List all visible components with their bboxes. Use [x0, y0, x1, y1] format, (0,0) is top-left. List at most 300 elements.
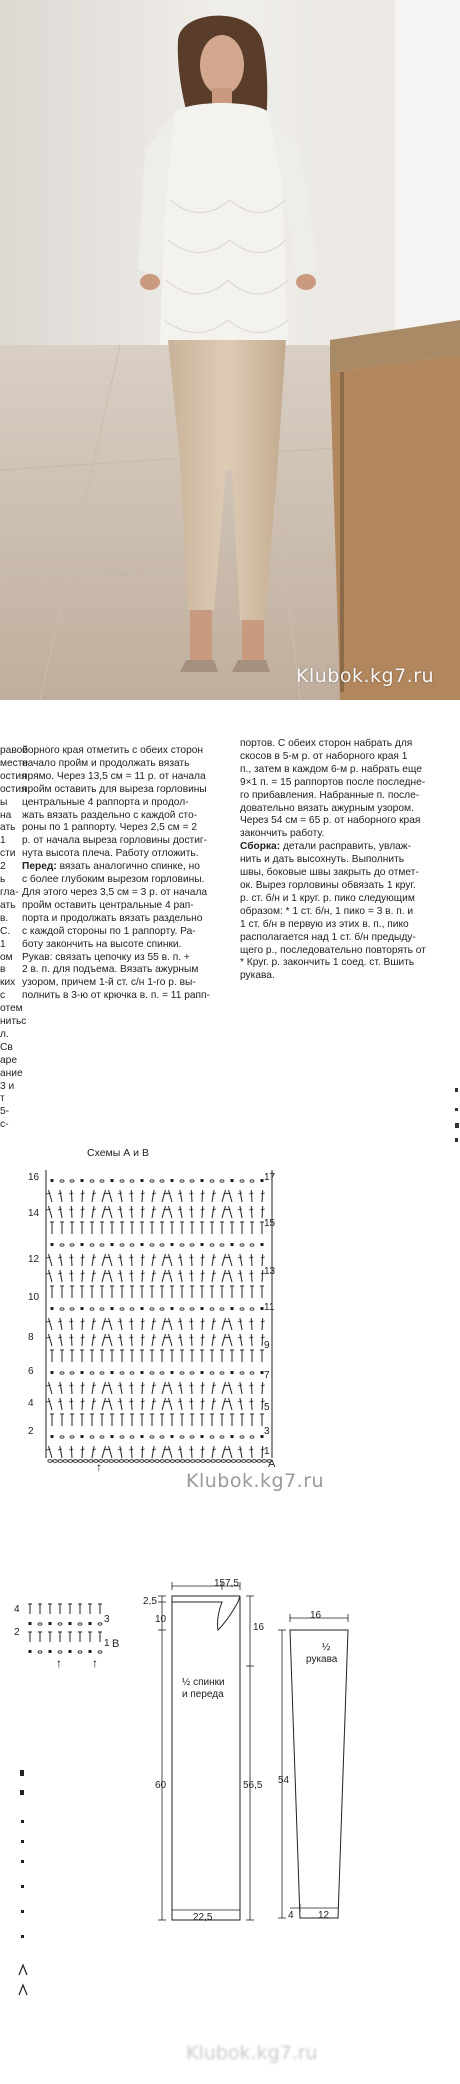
stitch-mark	[189, 1257, 193, 1258]
stitch-mark	[71, 1382, 72, 1394]
stitch-mark	[191, 1382, 192, 1394]
text-line: т	[0, 1093, 5, 1105]
row-number: 13	[264, 1266, 276, 1277]
stitch-mark	[120, 1446, 122, 1458]
stitch-mark	[109, 1460, 113, 1463]
text-line: нитьс	[0, 1016, 27, 1028]
text-line: прямо. Через 13,5 см = 11 р. от начала	[22, 770, 206, 782]
stitch-mark	[141, 1179, 144, 1182]
stitch-mark	[169, 1334, 173, 1346]
stitch-mark	[120, 1436, 124, 1438]
row-number: 1	[264, 1446, 270, 1457]
stitch-mark	[69, 1401, 73, 1402]
stitch-mark	[212, 1206, 214, 1218]
row-number: 7	[264, 1370, 270, 1381]
stitch-mark	[140, 1460, 144, 1463]
stitch-mark	[240, 1334, 242, 1346]
stitch-mark	[152, 1254, 154, 1266]
stitch-mark	[262, 1446, 263, 1458]
stitch-mark	[142, 1254, 143, 1266]
text-line: пройм оставить для выреза горловины	[22, 783, 207, 795]
stitch-mark	[171, 1435, 174, 1438]
stitch-mark	[212, 1209, 216, 1210]
row-number: 2	[14, 1627, 20, 1638]
edge-fragment	[455, 1080, 460, 1190]
stitch-mark	[190, 1244, 194, 1246]
stitch-mark	[251, 1206, 252, 1218]
stitch-mark	[81, 1273, 85, 1274]
stitch-mark	[220, 1372, 224, 1374]
stitch-mark	[70, 1180, 74, 1182]
stitch-mark	[191, 1206, 192, 1218]
stitch-mark	[150, 1180, 154, 1182]
stitch-mark	[202, 1446, 203, 1458]
dim-label: 16	[253, 1622, 265, 1633]
stitch-mark	[189, 1193, 193, 1194]
row-number: 17	[264, 1172, 276, 1183]
stitch-mark	[81, 1193, 85, 1194]
stitch-mark	[102, 1254, 106, 1266]
stitch-mark	[130, 1308, 134, 1310]
text-line: сти 2	[0, 848, 16, 873]
stitch-mark	[131, 1190, 132, 1202]
stitch-mark	[53, 1460, 57, 1463]
stitch-mark	[141, 1371, 144, 1374]
stitch-mark	[129, 1273, 133, 1274]
stitch-mark	[222, 1398, 226, 1410]
stitch-mark	[169, 1206, 173, 1218]
stitch-mark	[212, 1257, 216, 1258]
stitch-mark	[49, 1254, 53, 1266]
stitch-mark	[178, 1321, 182, 1322]
stitch-mark	[240, 1206, 242, 1218]
stitch-mark	[210, 1244, 214, 1246]
stitch-mark	[231, 1307, 234, 1310]
stitch-mark	[130, 1180, 134, 1182]
stitch-mark	[249, 1209, 253, 1210]
stitch-mark	[58, 1273, 62, 1274]
stitch-mark	[155, 1460, 159, 1463]
stitch-mark	[58, 1460, 62, 1463]
stitch-mark	[242, 1460, 246, 1463]
stitch-mark	[160, 1308, 164, 1310]
stitch-mark	[118, 1321, 122, 1322]
stitch-mark	[78, 1460, 82, 1463]
stitch-mark	[82, 1254, 83, 1266]
stitch-mark	[130, 1372, 134, 1374]
stitch-mark	[201, 1209, 205, 1210]
stitch-mark	[262, 1190, 263, 1202]
row-number: 12	[28, 1254, 40, 1265]
row-number: 9	[264, 1340, 270, 1351]
stitch-mark	[180, 1436, 184, 1438]
stitch-mark	[222, 1190, 226, 1202]
crochet-chart-symbols	[38, 1168, 298, 1468]
dim-label: 2,5	[143, 1596, 157, 1607]
text-line: закончить работу.	[240, 828, 325, 840]
stitch-mark	[120, 1308, 124, 1310]
stitch-mark	[231, 1460, 235, 1463]
stitch-mark	[131, 1254, 132, 1266]
stitch-mark	[189, 1337, 193, 1338]
stitch-mark	[201, 1449, 205, 1450]
stitch-mark	[257, 1460, 261, 1463]
stitch-mark	[238, 1321, 242, 1322]
stitch-mark	[251, 1190, 252, 1202]
stitch-mark	[216, 1460, 220, 1463]
stitch-mark	[220, 1180, 224, 1182]
text-line: скосов в 5-м р. от наборного края 1	[240, 750, 408, 762]
stitch-mark	[131, 1398, 132, 1410]
stitch-mark	[202, 1206, 203, 1218]
stitch-mark	[81, 1449, 85, 1450]
stitch-mark	[60, 1436, 64, 1438]
text-line: роны по 1 раппорту. Через 2,5 см = 2	[22, 822, 198, 834]
stitch-mark	[201, 1307, 204, 1310]
text-line: жать вязать раздельно с каждой сто-	[22, 809, 198, 821]
stitch-mark	[118, 1193, 122, 1194]
row-number: 8	[28, 1332, 34, 1343]
row-number: 11	[264, 1302, 275, 1313]
stitch-mark	[262, 1254, 263, 1266]
text-line: детали расправить, увлаж-	[280, 841, 412, 853]
stitch-mark	[201, 1460, 205, 1463]
stitch-mark	[152, 1385, 156, 1386]
stitch-mark	[120, 1180, 124, 1182]
stitch-mark	[175, 1460, 179, 1463]
stitch-mark	[191, 1460, 195, 1463]
stitch-mark	[212, 1318, 214, 1330]
stitch-mark	[206, 1460, 210, 1463]
body-label: и переда	[182, 1689, 224, 1700]
stitch-mark	[71, 1334, 72, 1346]
stitch-mark	[222, 1254, 226, 1266]
stitch-mark	[142, 1334, 143, 1346]
stitch-mark	[150, 1244, 154, 1246]
stitch-mark	[81, 1435, 84, 1438]
stitch-mark	[240, 1372, 244, 1374]
watermark-photo: Klubok.kg7.ru	[296, 665, 435, 687]
stitch-mark	[60, 1318, 62, 1330]
stitch-mark	[69, 1650, 72, 1653]
stitch-mark	[191, 1398, 192, 1410]
stitch-mark	[90, 1436, 94, 1438]
stitch-mark	[212, 1337, 216, 1338]
stitch-mark	[92, 1385, 96, 1386]
stitch-mark	[171, 1243, 174, 1246]
stitch-mark	[160, 1436, 164, 1438]
stitch-mark	[119, 1460, 123, 1463]
stitch-mark	[152, 1321, 156, 1322]
text-line: ы на	[0, 796, 12, 821]
stitch-mark	[180, 1190, 182, 1202]
stitch-mark	[120, 1206, 122, 1218]
text-line: месте	[0, 757, 28, 769]
stitch-mark	[118, 1449, 122, 1450]
stitch-mark	[202, 1398, 203, 1410]
stitch-mark	[240, 1190, 242, 1202]
stitch-mark	[38, 1651, 42, 1653]
dim-label: 12	[318, 1910, 330, 1921]
stitch-mark	[238, 1273, 242, 1274]
stitch-mark	[162, 1446, 166, 1458]
stitch-mark	[249, 1193, 253, 1194]
stitch-mark	[141, 1243, 144, 1246]
article-column-cut	[0, 745, 28, 1132]
stitch-mark	[251, 1398, 252, 1410]
stitch-mark	[171, 1307, 174, 1310]
stitch-mark	[60, 1190, 62, 1202]
stitch-mark	[142, 1382, 143, 1394]
stitch-mark	[102, 1318, 106, 1330]
arrow-up-icon: ↑	[96, 1460, 102, 1474]
stitch-mark	[210, 1436, 214, 1438]
stitch-mark	[221, 1460, 225, 1463]
text-line: рукава.	[240, 970, 275, 982]
text-line: равой	[0, 745, 28, 756]
stitch-mark	[249, 1401, 253, 1402]
text-line: центральные 4 раппорта и продол-	[22, 796, 189, 808]
chart-row-numbers-left	[28, 1168, 42, 1468]
stitch-mark	[262, 1398, 263, 1410]
stitch-mark	[201, 1401, 205, 1402]
stitch-mark	[92, 1318, 94, 1330]
stitch-mark	[129, 1385, 133, 1386]
stitch-mark	[201, 1193, 205, 1194]
stitch-mark	[70, 1244, 74, 1246]
stitch-mark	[58, 1623, 62, 1625]
stitch-mark	[152, 1446, 154, 1458]
stitch-mark	[169, 1270, 173, 1282]
stitch-mark	[178, 1273, 182, 1274]
stitch-mark	[262, 1206, 263, 1218]
stitch-mark	[51, 1243, 54, 1246]
row-number: 5	[264, 1402, 270, 1413]
model-photo	[0, 0, 460, 700]
stitch-mark	[82, 1206, 83, 1218]
stitch-mark	[249, 1385, 253, 1386]
small-chart-symbols	[14, 1598, 124, 1668]
stitch-mark	[162, 1190, 166, 1202]
stitch-mark	[229, 1206, 233, 1218]
stitch-mark	[180, 1244, 184, 1246]
stitch-mark	[142, 1190, 143, 1202]
text-line: с-	[0, 1119, 9, 1131]
text-line: ание	[0, 1067, 23, 1079]
stitch-mark	[180, 1318, 182, 1330]
stitch-mark	[60, 1180, 64, 1182]
stitch-mark	[131, 1334, 132, 1346]
stitch-mark	[68, 1460, 72, 1463]
stitch-mark	[109, 1382, 113, 1394]
stitch-mark	[162, 1254, 166, 1266]
stitch-mark	[60, 1398, 62, 1410]
stitch-mark	[202, 1190, 203, 1202]
stitch-mark	[210, 1180, 214, 1182]
stitch-mark	[60, 1254, 62, 1266]
stitch-mark	[212, 1321, 216, 1322]
body-label: ½ спинки	[182, 1677, 225, 1688]
watermark-chart: Klubok.kg7.ru	[186, 1470, 325, 1492]
stitch-mark	[250, 1372, 254, 1374]
stitch-mark	[60, 1244, 64, 1246]
stitch-mark	[120, 1270, 122, 1282]
stitch-mark	[111, 1243, 114, 1246]
stitch-mark	[178, 1401, 182, 1402]
stitch-mark	[191, 1318, 192, 1330]
stitch-mark	[222, 1382, 226, 1394]
stitch-mark	[152, 1190, 154, 1202]
stitch-mark	[131, 1318, 132, 1330]
stitch-mark	[162, 1334, 166, 1346]
stitch-mark	[70, 1372, 74, 1374]
stitch-mark	[58, 1337, 62, 1338]
stitch-mark	[129, 1321, 133, 1322]
stitch-mark	[142, 1270, 143, 1282]
stitch-mark	[249, 1257, 253, 1258]
stitch-mark	[249, 1337, 253, 1338]
stitch-mark	[202, 1334, 203, 1346]
stitch-mark	[189, 1401, 193, 1402]
stitch-mark	[201, 1257, 205, 1258]
stitch-mark	[29, 1622, 32, 1625]
stitch-mark	[162, 1318, 166, 1330]
stitch-mark	[202, 1318, 203, 1330]
body-outline	[150, 1578, 290, 1928]
stitch-mark	[251, 1446, 252, 1458]
stitch-mark	[251, 1318, 252, 1330]
stitch-mark	[92, 1190, 94, 1202]
stitch-mark	[178, 1193, 182, 1194]
stitch-mark	[152, 1401, 156, 1402]
stitch-mark	[262, 1270, 263, 1282]
stitch-mark	[191, 1334, 192, 1346]
stitch-mark	[82, 1398, 83, 1410]
text-line: аре	[0, 1054, 17, 1066]
stitch-mark	[180, 1308, 184, 1310]
watermark-bottom: Klubok.kg7.ru	[186, 2042, 318, 2064]
stitch-mark	[60, 1382, 62, 1394]
stitch-mark	[78, 1623, 82, 1625]
stitch-mark	[150, 1372, 154, 1374]
stitch-mark	[201, 1273, 205, 1274]
stitch-mark	[71, 1318, 72, 1330]
stitch-mark	[58, 1321, 62, 1322]
text-line: 1 ст. б/н в первую из этих в. п., пико	[240, 918, 409, 930]
stitch-mark	[89, 1650, 92, 1653]
stitch-mark	[58, 1193, 62, 1194]
stitch-mark	[212, 1385, 216, 1386]
chart-label-a: A	[268, 1458, 276, 1470]
text-line: остия	[0, 783, 27, 795]
stitch-mark	[202, 1270, 203, 1282]
stitch-mark	[118, 1273, 122, 1274]
dim-label: 22,5	[193, 1912, 213, 1923]
text-line: вязать аналогично спинке, но	[56, 861, 200, 873]
stitch-mark	[142, 1398, 143, 1410]
stitch-mark	[60, 1308, 64, 1310]
stitch-mark	[262, 1334, 263, 1346]
stitch-mark	[169, 1190, 173, 1202]
stitch-mark	[102, 1382, 106, 1394]
stitch-mark	[38, 1623, 42, 1625]
stitch-mark	[51, 1435, 54, 1438]
stitch-mark	[51, 1179, 54, 1182]
row-number: 3	[104, 1614, 110, 1625]
stitch-mark	[152, 1209, 156, 1210]
sleeve-label: рукава	[306, 1654, 338, 1665]
stitch-mark	[210, 1308, 214, 1310]
stitch-mark	[135, 1460, 139, 1463]
stitch-mark	[240, 1382, 242, 1394]
stitch-mark	[109, 1190, 113, 1202]
stitch-mark	[142, 1206, 143, 1218]
stitch-mark	[29, 1650, 32, 1653]
text-line: р. ст. б/н и 1 круг. р. пико следующим	[240, 892, 415, 904]
stitch-mark	[49, 1622, 52, 1625]
arrow-up-icon: ↑	[92, 1656, 98, 1670]
text-line: остия	[0, 770, 27, 782]
stitch-mark	[71, 1398, 72, 1410]
stitch-mark	[58, 1449, 62, 1450]
stitch-mark	[129, 1257, 133, 1258]
text-line: 2 в. п. для подъема. Вязать ажурным	[22, 964, 199, 976]
stitch-mark	[171, 1179, 174, 1182]
stitch-mark	[131, 1446, 132, 1458]
stitch-mark	[81, 1401, 85, 1402]
stitch-mark	[212, 1401, 216, 1402]
text-line: борного края отметить с обеих сторон	[22, 745, 204, 756]
stitch-mark	[250, 1308, 254, 1310]
stitch-mark	[240, 1446, 242, 1458]
text-line: щего р., последовательно повторять от	[240, 944, 426, 956]
row-number: 3	[264, 1426, 270, 1437]
stitch-mark	[180, 1460, 184, 1463]
stitch-mark	[150, 1436, 154, 1438]
stitch-mark	[102, 1270, 106, 1282]
stitch-mark	[118, 1209, 122, 1210]
stitch-mark	[212, 1334, 214, 1346]
stitch-mark	[60, 1334, 62, 1346]
stitch-mark	[129, 1401, 133, 1402]
stitch-mark	[240, 1436, 244, 1438]
stitch-mark	[212, 1382, 214, 1394]
text-line: ать 1	[0, 822, 16, 847]
stitch-mark	[81, 1307, 84, 1310]
text-line: 9×1 п. = 15 раппортов после последне-	[240, 776, 426, 788]
stitch-mark	[212, 1273, 216, 1274]
stitch-mark	[160, 1180, 164, 1182]
stitch-mark	[191, 1446, 192, 1458]
stitch-mark	[82, 1446, 83, 1458]
text-line: с каждой стороны по 1 раппорту. Ра-	[22, 925, 196, 937]
stitch-mark	[190, 1180, 194, 1182]
stitch-mark	[49, 1334, 53, 1346]
dim-label: 54	[278, 1775, 290, 1786]
stitch-mark	[70, 1436, 74, 1438]
text-line: Рукав: связать цепочку из 55 в. п. +	[22, 951, 190, 963]
stitch-mark	[150, 1308, 154, 1310]
stitch-mark	[120, 1244, 124, 1246]
stitch-mark	[169, 1254, 173, 1266]
stitch-mark	[180, 1372, 184, 1374]
stitch-mark	[250, 1244, 254, 1246]
stitch-mark	[178, 1257, 182, 1258]
stitch-mark	[152, 1270, 154, 1282]
stitch-mark	[201, 1337, 205, 1338]
text-line: узором, причем 1-й ст. с/н 1-го р. вы-	[22, 977, 196, 989]
chart-row-numbers-right	[264, 1168, 280, 1468]
